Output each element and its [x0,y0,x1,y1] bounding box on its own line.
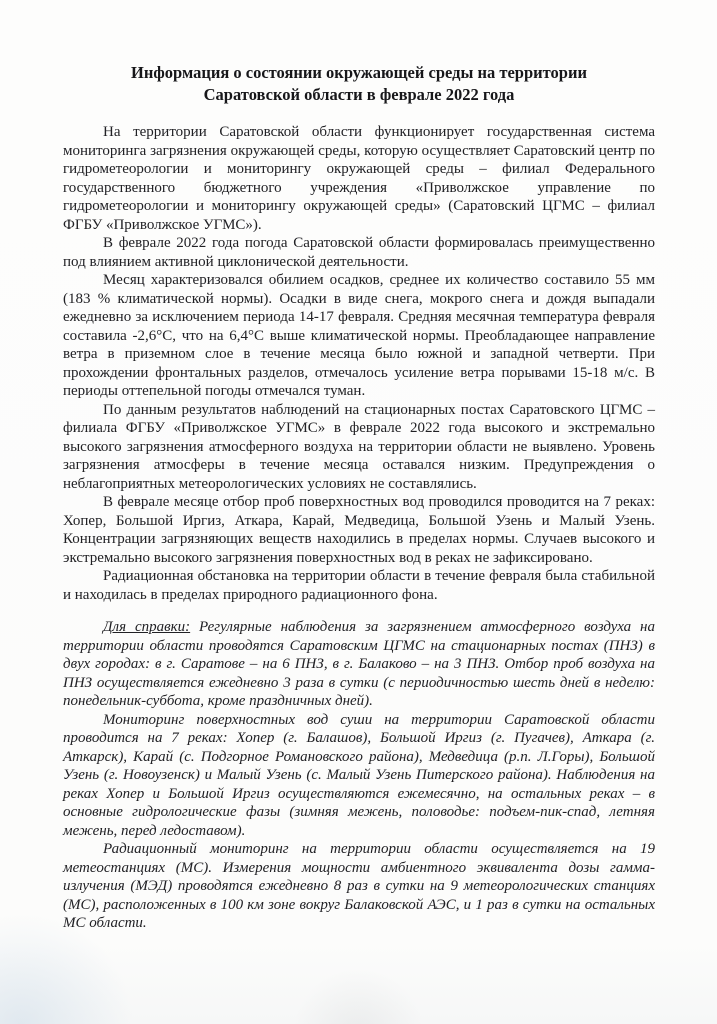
reference-paragraph-water: Мониторинг поверхностных вод суши на территории Саратовской области проводится на 7 реках: Хопер (г. Балашов), Большой Иргиз (г. Пугачев), Аткара (г. Аткарск), Карай (с. Подгорное Романовского района), Медведица (р.п. Л.Горы), Большой Узень (г. Новоузенск) и Малый Узень (с. Малый Узень Питерского района). Наблюдения на реках Хопер и Большой Иргиз осуществляются ежемесячно, на остальных реках – в основные гидрологические фазы (зимняя межень, половодье: подъем-пик-спад, летняя межень, перед ледоставом). [63,711,655,839]
paragraph-weather-overview: В феврале 2022 года погода Саратовской области формировалась преимущественно под влиянием активной циклонической деятельности. [63,235,655,270]
reference-paragraph-air [63,618,655,711]
document-body [63,123,655,604]
paragraph-monitoring-system: На территории Саратовской области функционирует государственная система мониторинга загрязнения окружающей среды, которую осуществляет Саратовский центр по гидрометеорологии и мониторингу окружающей среды – филиал Федерального государственного бюджетного учреждения «Приволжское управление по гидрометеорологии и мониторингу окружающей среды» (Саратовский ЦГМС – филиал ФГБУ «Приволжское УГМС»). [63,124,655,233]
document-title: Информация о состоянии окружающей среды на территории Саратовской области в феврале 2022 года [131,63,587,104]
reference-section [63,618,655,933]
paragraph-radiation-status: Радиационная обстановка на территории области в течение февраля была стабильной и находилась в пределах природного радиационного фона. [63,568,655,603]
paragraph-surface-water: В феврале месяце отбор проб поверхностных вод проводился проводится на 7 реках: Хопер, Большой Иргиз, Аткара, Карай, Медведица, Большой Узень и Малый Узень. Концентрации загрязняющих веществ находились в пределах нормы. Случаев высокого и экстремально высокого загрязнения поверхностных вод в реках не зафиксировано. [63,494,655,566]
paragraph-precipitation-temperature: Месяц характеризовался обилием осадков, среднее их количество составило 55 мм (183 % климатической нормы). Осадки в виде снега, мокрого снега и дождя выпадали ежедневно за исключением периода 14-17 февраля. Средняя месячная температура февраля составила -2,6°С, что на 6,4°С выше климатической нормы. Преобладающее направление ветра в приземном слое в течение месяца было южной и западной четверти. При прохождении фронтальных разделов, отмечалось усиление ветра порывами 15-18 м/с. В периоды оттепельной погоды отмечался туман. [63,272,655,399]
reference-paragraph-radiation: Радиационный мониторинг на территории области осуществляется на 19 метеостанциях (МС). Измерения мощности амбиентного эквивалента дозы гамма-излучения (МЭД) проводятся ежедневно 8 раз в сутки на 9 метеорологических станциях (МС), расположенных в 100 км зоне вокруг Балаковской АЭС, и 1 раз в сутки на остальных МС области. [63,841,655,931]
paragraph-air-pollution: По данным результатов наблюдений на стационарных постах Саратовского ЦГМС – филиала ФГБУ «Приволжское УГМС» в феврале 2022 года высокого и экстремально высокого загрязнения атмосферного воздуха на территории области не выявлено. Уровень загрязнения атмосферы в течение месяца оставался низким. Предупреждения о неблагоприятных метеорологических условиях не составлялись. [63,401,655,492]
reference-label: Для справки: [103,619,191,635]
reference-intro-text: Регулярные наблюдения за загрязнением атмосферного воздуха на территории области проводятся Саратовским ЦГМС на стационарных постах (ПНЗ) в двух городах: в г. Саратове – на 6 ПНЗ, в г. Балаково – на 3 ПНЗ. Отбор проб воздуха на ПНЗ осуществляется ежедневно 3 раза в сутки (с периодичностью шесть дней в неделю: понедельник-суббота, кроме праздничных дней). [63,619,655,709]
